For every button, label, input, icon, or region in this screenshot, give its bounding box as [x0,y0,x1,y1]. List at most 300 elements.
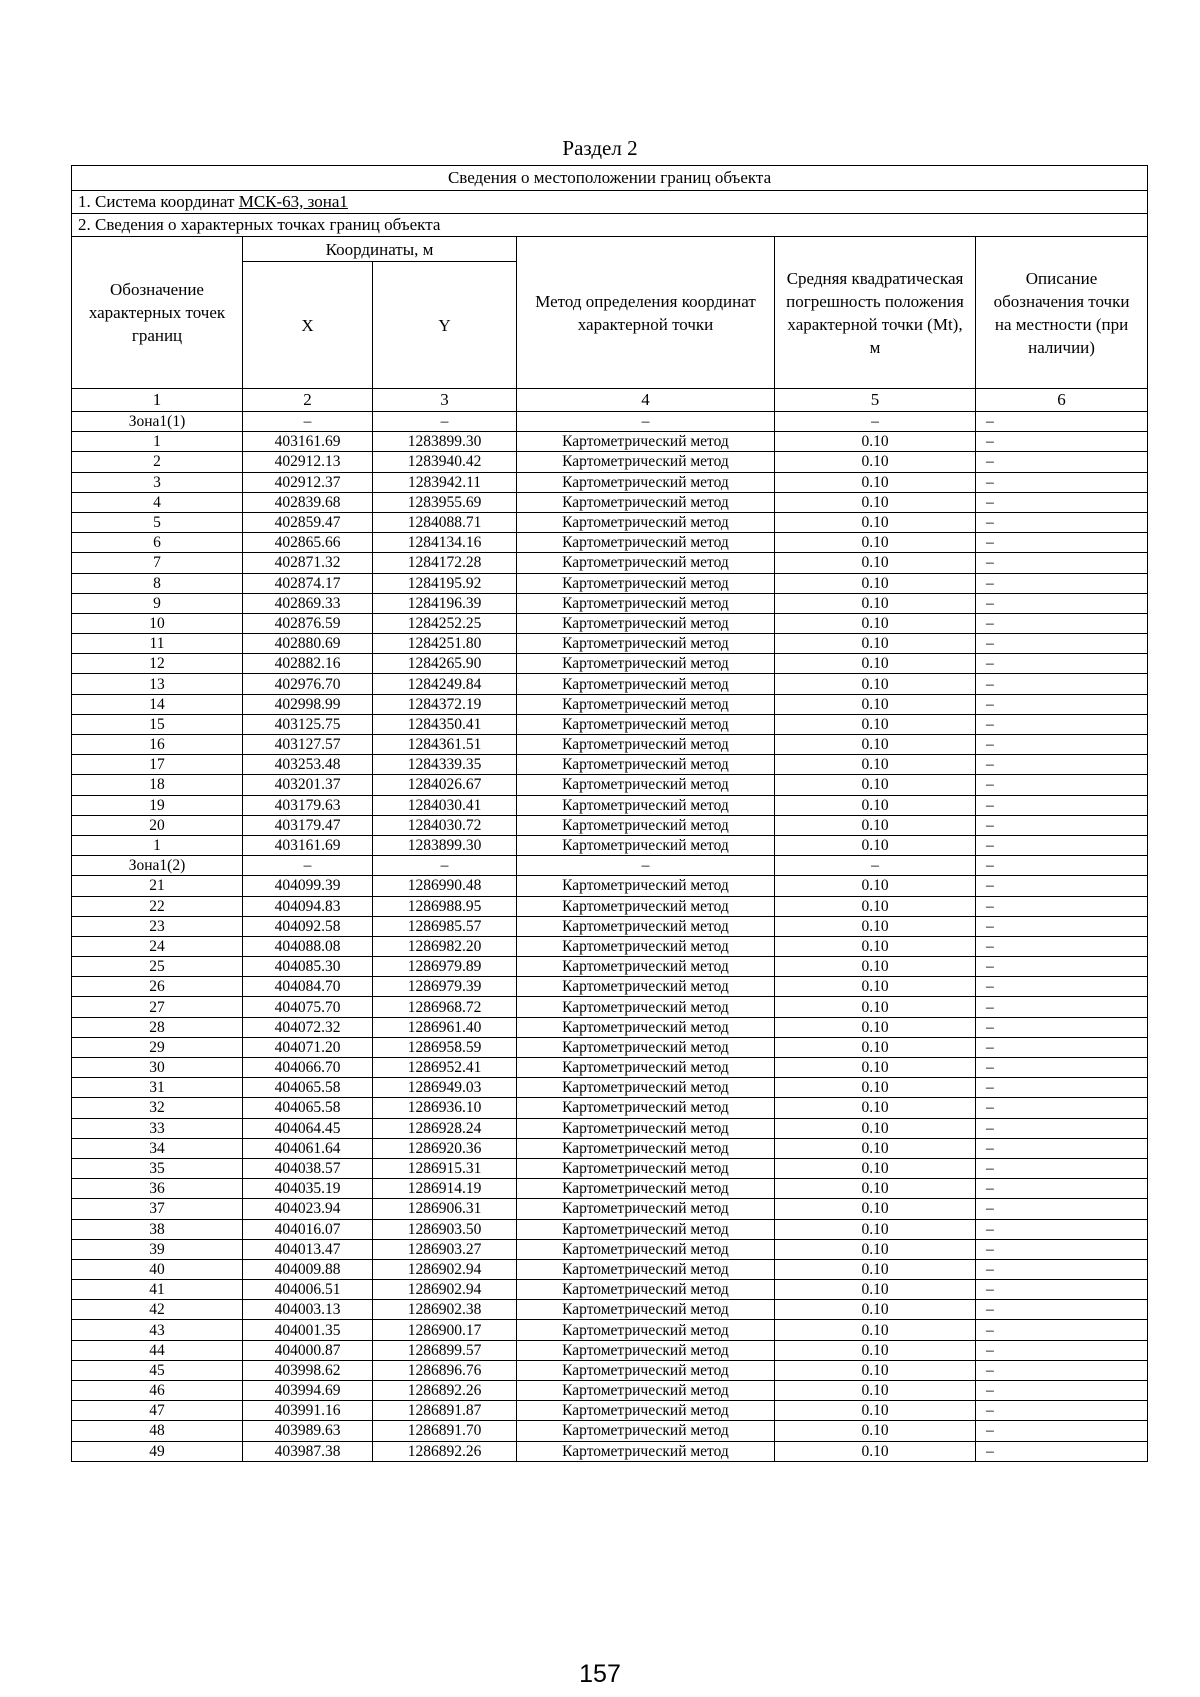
description: – [976,412,1148,432]
method: Картометрический метод [517,1320,775,1340]
coord-y: 1284134.16 [373,533,517,553]
method: Картометрический метод [517,694,775,714]
point-designation: 49 [72,1441,243,1461]
method: Картометрический метод [517,896,775,916]
coord-y: 1286928.24 [373,1118,517,1138]
table-row [72,553,1148,573]
coord-y: 1283940.42 [373,452,517,472]
point-designation: 19 [72,795,243,815]
coord-x: 403991.16 [243,1401,373,1421]
point-designation: 43 [72,1320,243,1340]
method: Картометрический метод [517,916,775,936]
method: Картометрический метод [517,755,775,775]
mean-error: – [775,412,976,432]
mean-error: 0.10 [775,634,976,654]
coord-x: 403998.62 [243,1360,373,1380]
description: – [976,1320,1148,1340]
table-row [72,1259,1148,1279]
coord-x: 402839.68 [243,492,373,512]
mean-error: 0.10 [775,1441,976,1461]
description: – [976,613,1148,633]
coord-y: 1284172.28 [373,553,517,573]
coord-x: 403161.69 [243,432,373,452]
coord-x: 404003.13 [243,1300,373,1320]
coord-x: 402876.59 [243,613,373,633]
description: – [976,1259,1148,1279]
mean-error: 0.10 [775,1360,976,1380]
point-designation: 34 [72,1138,243,1158]
column-numbers-row [72,389,1148,412]
coord-x: 402859.47 [243,512,373,532]
mean-error: 0.10 [775,997,976,1017]
point-designation: 18 [72,775,243,795]
coord-x: 404061.64 [243,1138,373,1158]
description: – [976,1360,1148,1380]
point-designation: 38 [72,1219,243,1239]
description: – [976,1280,1148,1300]
point-designation: 2 [72,452,243,472]
point-designation: 23 [72,916,243,936]
coord-y: 1283955.69 [373,492,517,512]
table-row [72,997,1148,1017]
point-designation: 37 [72,1199,243,1219]
description: – [976,1239,1148,1259]
mean-error: – [775,856,976,876]
method: Картометрический метод [517,1078,775,1098]
coord-x: 402998.99 [243,694,373,714]
method: Картометрический метод [517,512,775,532]
table-row [72,412,1148,432]
coord-system-value: МСК-63, зона1 [238,192,348,211]
coord-y: 1286936.10 [373,1098,517,1118]
header-coordinates: Координаты, м [243,237,517,262]
mean-error: 0.10 [775,1259,976,1279]
method: Картометрический метод [517,492,775,512]
method: Картометрический метод [517,835,775,855]
coord-y: 1286903.27 [373,1239,517,1259]
coord-x: 402865.66 [243,533,373,553]
method: Картометрический метод [517,1441,775,1461]
coord-y: 1286891.87 [373,1401,517,1421]
table-title: Сведения о местоположении границ объекта [72,166,1148,191]
table-row [72,1300,1148,1320]
coord-y: 1284196.39 [373,593,517,613]
mean-error: 0.10 [775,1199,976,1219]
coord-x: 402976.70 [243,674,373,694]
coord-y: – [373,412,517,432]
table-title-row [72,166,1148,191]
coord-y: 1286892.26 [373,1381,517,1401]
method: Картометрический метод [517,1280,775,1300]
table-row [72,1037,1148,1057]
method: Картометрический метод [517,1300,775,1320]
mean-error: 0.10 [775,977,976,997]
coord-x: 404088.08 [243,936,373,956]
table-row [72,755,1148,775]
table-row [72,735,1148,755]
table-row [72,775,1148,795]
description: – [976,1158,1148,1178]
description: – [976,997,1148,1017]
coord-x: 404099.39 [243,876,373,896]
coord-x: 404000.87 [243,1340,373,1360]
coord-y: 1283899.30 [373,432,517,452]
coord-y: 1284252.25 [373,613,517,633]
mean-error: 0.10 [775,1280,976,1300]
mean-error: 0.10 [775,735,976,755]
description: – [976,1138,1148,1158]
description: – [976,1381,1148,1401]
description: – [976,573,1148,593]
mean-error: 0.10 [775,674,976,694]
point-designation: 33 [72,1118,243,1138]
table-row [72,1340,1148,1360]
table-row [72,1058,1148,1078]
coord-x: 403179.63 [243,795,373,815]
description: – [976,856,1148,876]
point-designation: 45 [72,1360,243,1380]
point-designation: 9 [72,593,243,613]
header-y: Y [373,262,517,389]
coord-x: 404038.57 [243,1158,373,1178]
coord-x: 404065.58 [243,1098,373,1118]
point-designation: 36 [72,1179,243,1199]
table-row [72,1401,1148,1421]
mean-error: 0.10 [775,795,976,815]
table-row [72,1138,1148,1158]
table-row [72,512,1148,532]
method: Картометрический метод [517,735,775,755]
coord-x: 402882.16 [243,654,373,674]
coord-x: 404013.47 [243,1239,373,1259]
point-designation: 28 [72,1017,243,1037]
section-title: Раздел 2 [562,136,638,160]
page-number: 157 [579,1660,621,1688]
description: – [976,1199,1148,1219]
coord-y: 1284265.90 [373,654,517,674]
coord-x: 404035.19 [243,1179,373,1199]
mean-error: 0.10 [775,1239,976,1259]
coord-x: 404071.20 [243,1037,373,1057]
coord-x: 402912.13 [243,452,373,472]
coord-y: 1284372.19 [373,694,517,714]
point-designation: 7 [72,553,243,573]
coord-y: 1286982.20 [373,936,517,956]
header-description: Описание обозначения точки на местности (при наличии) [976,237,1148,389]
mean-error: 0.10 [775,835,976,855]
table-row [72,1158,1148,1178]
mean-error: 0.10 [775,492,976,512]
coord-x: 404066.70 [243,1058,373,1078]
method: Картометрический метод [517,593,775,613]
method: Картометрический метод [517,1239,775,1259]
point-designation: 22 [72,896,243,916]
method: Картометрический метод [517,1381,775,1401]
method: Картометрический метод [517,997,775,1017]
method: Картометрический метод [517,1058,775,1078]
method: Картометрический метод [517,533,775,553]
coord-x: 404092.58 [243,916,373,936]
mean-error: 0.10 [775,815,976,835]
point-designation: 44 [72,1340,243,1360]
mean-error: 0.10 [775,1381,976,1401]
mean-error: 0.10 [775,916,976,936]
column-number: 6 [976,389,1148,412]
method: Картометрический метод [517,977,775,997]
description: – [976,1441,1148,1461]
coord-system-prefix: 1. Система координат [78,192,239,211]
coord-y: 1286914.19 [373,1179,517,1199]
table-row [72,654,1148,674]
description: – [976,533,1148,553]
coord-x: 404065.58 [243,1078,373,1098]
coord-x: 404016.07 [243,1219,373,1239]
method: Картометрический метод [517,815,775,835]
description: – [976,957,1148,977]
description: – [976,1078,1148,1098]
table-row [72,1239,1148,1259]
description: – [976,553,1148,573]
table-row [72,472,1148,492]
description: – [976,735,1148,755]
point-designation: 5 [72,512,243,532]
coord-y: 1286899.57 [373,1340,517,1360]
table-row [72,876,1148,896]
point-designation: 30 [72,1058,243,1078]
method: Картометрический метод [517,1138,775,1158]
coord-x: 402880.69 [243,634,373,654]
method: Картометрический метод [517,1360,775,1380]
points-heading-row [72,214,1148,237]
coord-x: 402874.17 [243,573,373,593]
table-row [72,977,1148,997]
mean-error: 0.10 [775,1320,976,1340]
description: – [976,775,1148,795]
method: Картометрический метод [517,936,775,956]
coord-y: 1286915.31 [373,1158,517,1178]
coord-y: 1284026.67 [373,775,517,795]
description: – [976,654,1148,674]
mean-error: 0.10 [775,936,976,956]
mean-error: 0.10 [775,432,976,452]
coord-y: 1284030.72 [373,815,517,835]
point-designation: 35 [72,1158,243,1178]
table-row [72,835,1148,855]
method: Картометрический метод [517,1158,775,1178]
description: – [976,1219,1148,1239]
point-designation: Зона1(1) [72,412,243,432]
mean-error: 0.10 [775,1118,976,1138]
header-x: X [243,262,373,389]
description: – [976,472,1148,492]
point-designation: 21 [72,876,243,896]
coord-x: 403989.63 [243,1421,373,1441]
column-number: 3 [373,389,517,412]
method: Картометрический метод [517,775,775,795]
coord-y: 1284251.80 [373,634,517,654]
description: – [976,1017,1148,1037]
coord-y: 1284195.92 [373,573,517,593]
table-row [72,452,1148,472]
method: Картометрический метод [517,714,775,734]
mean-error: 0.10 [775,1098,976,1118]
point-designation: 29 [72,1037,243,1057]
mean-error: 0.10 [775,1401,976,1421]
description: – [976,1300,1148,1320]
coord-x: 402869.33 [243,593,373,613]
coord-x: 403127.57 [243,735,373,755]
table-row [72,1219,1148,1239]
method: Картометрический метод [517,1179,775,1199]
description: – [976,512,1148,532]
column-number: 4 [517,389,775,412]
mean-error: 0.10 [775,1017,976,1037]
point-designation: 46 [72,1381,243,1401]
mean-error: 0.10 [775,452,976,472]
mean-error: 0.10 [775,654,976,674]
coord-system-cell [72,191,1148,214]
description: – [976,1421,1148,1441]
description: – [976,896,1148,916]
table-row [72,916,1148,936]
column-number: 2 [243,389,373,412]
mean-error: 0.10 [775,1300,976,1320]
mean-error: 0.10 [775,957,976,977]
mean-error: 0.10 [775,533,976,553]
method: Картометрический метод [517,957,775,977]
table-row [72,1280,1148,1300]
method: Картометрический метод [517,876,775,896]
coord-y: 1286952.41 [373,1058,517,1078]
table-row [72,957,1148,977]
coord-y: 1284030.41 [373,795,517,815]
mean-error: 0.10 [775,553,976,573]
method: Картометрический метод [517,634,775,654]
table-row [72,896,1148,916]
mean-error: 0.10 [775,896,976,916]
mean-error: 0.10 [775,1340,976,1360]
description: – [976,916,1148,936]
method: Картометрический метод [517,1037,775,1057]
mean-error: 0.10 [775,775,976,795]
method: Картометрический метод [517,674,775,694]
point-designation: 12 [72,654,243,674]
table-row [72,694,1148,714]
coord-y: 1286900.17 [373,1320,517,1340]
coord-y: 1286920.36 [373,1138,517,1158]
header-error: Средняя квадратическая погрешность положения характерной точки (Mt), м [775,237,976,389]
point-designation: 42 [72,1300,243,1320]
point-designation: 1 [72,835,243,855]
point-designation: 17 [72,755,243,775]
coord-y: 1286906.31 [373,1199,517,1219]
table-row [72,1320,1148,1340]
coord-y: 1284088.71 [373,512,517,532]
coord-y: 1286985.57 [373,916,517,936]
table-row [72,1078,1148,1098]
method: Картометрический метод [517,1259,775,1279]
description: – [976,634,1148,654]
method: Картометрический метод [517,795,775,815]
method: Картометрический метод [517,573,775,593]
point-designation: 15 [72,714,243,734]
table-row [72,674,1148,694]
point-designation: 16 [72,735,243,755]
description: – [976,1118,1148,1138]
method: Картометрический метод [517,1098,775,1118]
mean-error: 0.10 [775,714,976,734]
point-designation: 48 [72,1421,243,1441]
coord-y: 1284361.51 [373,735,517,755]
description: – [976,795,1148,815]
coord-x: 404023.94 [243,1199,373,1219]
mean-error: 0.10 [775,512,976,532]
coord-x: 404085.30 [243,957,373,977]
method: Картометрический метод [517,1118,775,1138]
point-designation: 25 [72,957,243,977]
mean-error: 0.10 [775,472,976,492]
mean-error: 0.10 [775,755,976,775]
table-row [72,573,1148,593]
point-designation: Зона1(2) [72,856,243,876]
method: Картометрический метод [517,1421,775,1441]
method: Картометрический метод [517,432,775,452]
method: Картометрический метод [517,1401,775,1421]
coord-x: 402912.37 [243,472,373,492]
point-designation: 27 [72,997,243,1017]
point-designation: 14 [72,694,243,714]
mean-error: 0.10 [775,1138,976,1158]
point-designation: 31 [72,1078,243,1098]
table-row [72,1441,1148,1461]
method: Картометрический метод [517,613,775,633]
coord-x: 403179.47 [243,815,373,835]
table-row [72,856,1148,876]
point-designation: 11 [72,634,243,654]
table-row [72,634,1148,654]
mean-error: 0.10 [775,613,976,633]
method: Картометрический метод [517,1340,775,1360]
table-row [72,1098,1148,1118]
coord-x: 404094.83 [243,896,373,916]
point-designation: 1 [72,432,243,452]
description: – [976,1058,1148,1078]
point-designation: 10 [72,613,243,633]
description: – [976,674,1148,694]
header-row-1 [72,237,1148,262]
points-heading: 2. Сведения о характерных точках границ объекта [72,214,1148,237]
description: – [976,876,1148,896]
coord-x: 404064.45 [243,1118,373,1138]
mean-error: 0.10 [775,593,976,613]
mean-error: 0.10 [775,1421,976,1441]
coord-x: 403253.48 [243,755,373,775]
description: – [976,815,1148,835]
coord-y: 1286902.94 [373,1259,517,1279]
coord-y: 1286949.03 [373,1078,517,1098]
method: Картометрический метод [517,472,775,492]
coord-x: 403201.37 [243,775,373,795]
coord-x: 404075.70 [243,997,373,1017]
mean-error: 0.10 [775,1179,976,1199]
coord-x: 403994.69 [243,1381,373,1401]
boundary-points-table [71,165,1148,1462]
coord-y: 1286903.50 [373,1219,517,1239]
coord-y: 1284249.84 [373,674,517,694]
coord-system-row [72,191,1148,214]
point-designation: 39 [72,1239,243,1259]
description: – [976,432,1148,452]
